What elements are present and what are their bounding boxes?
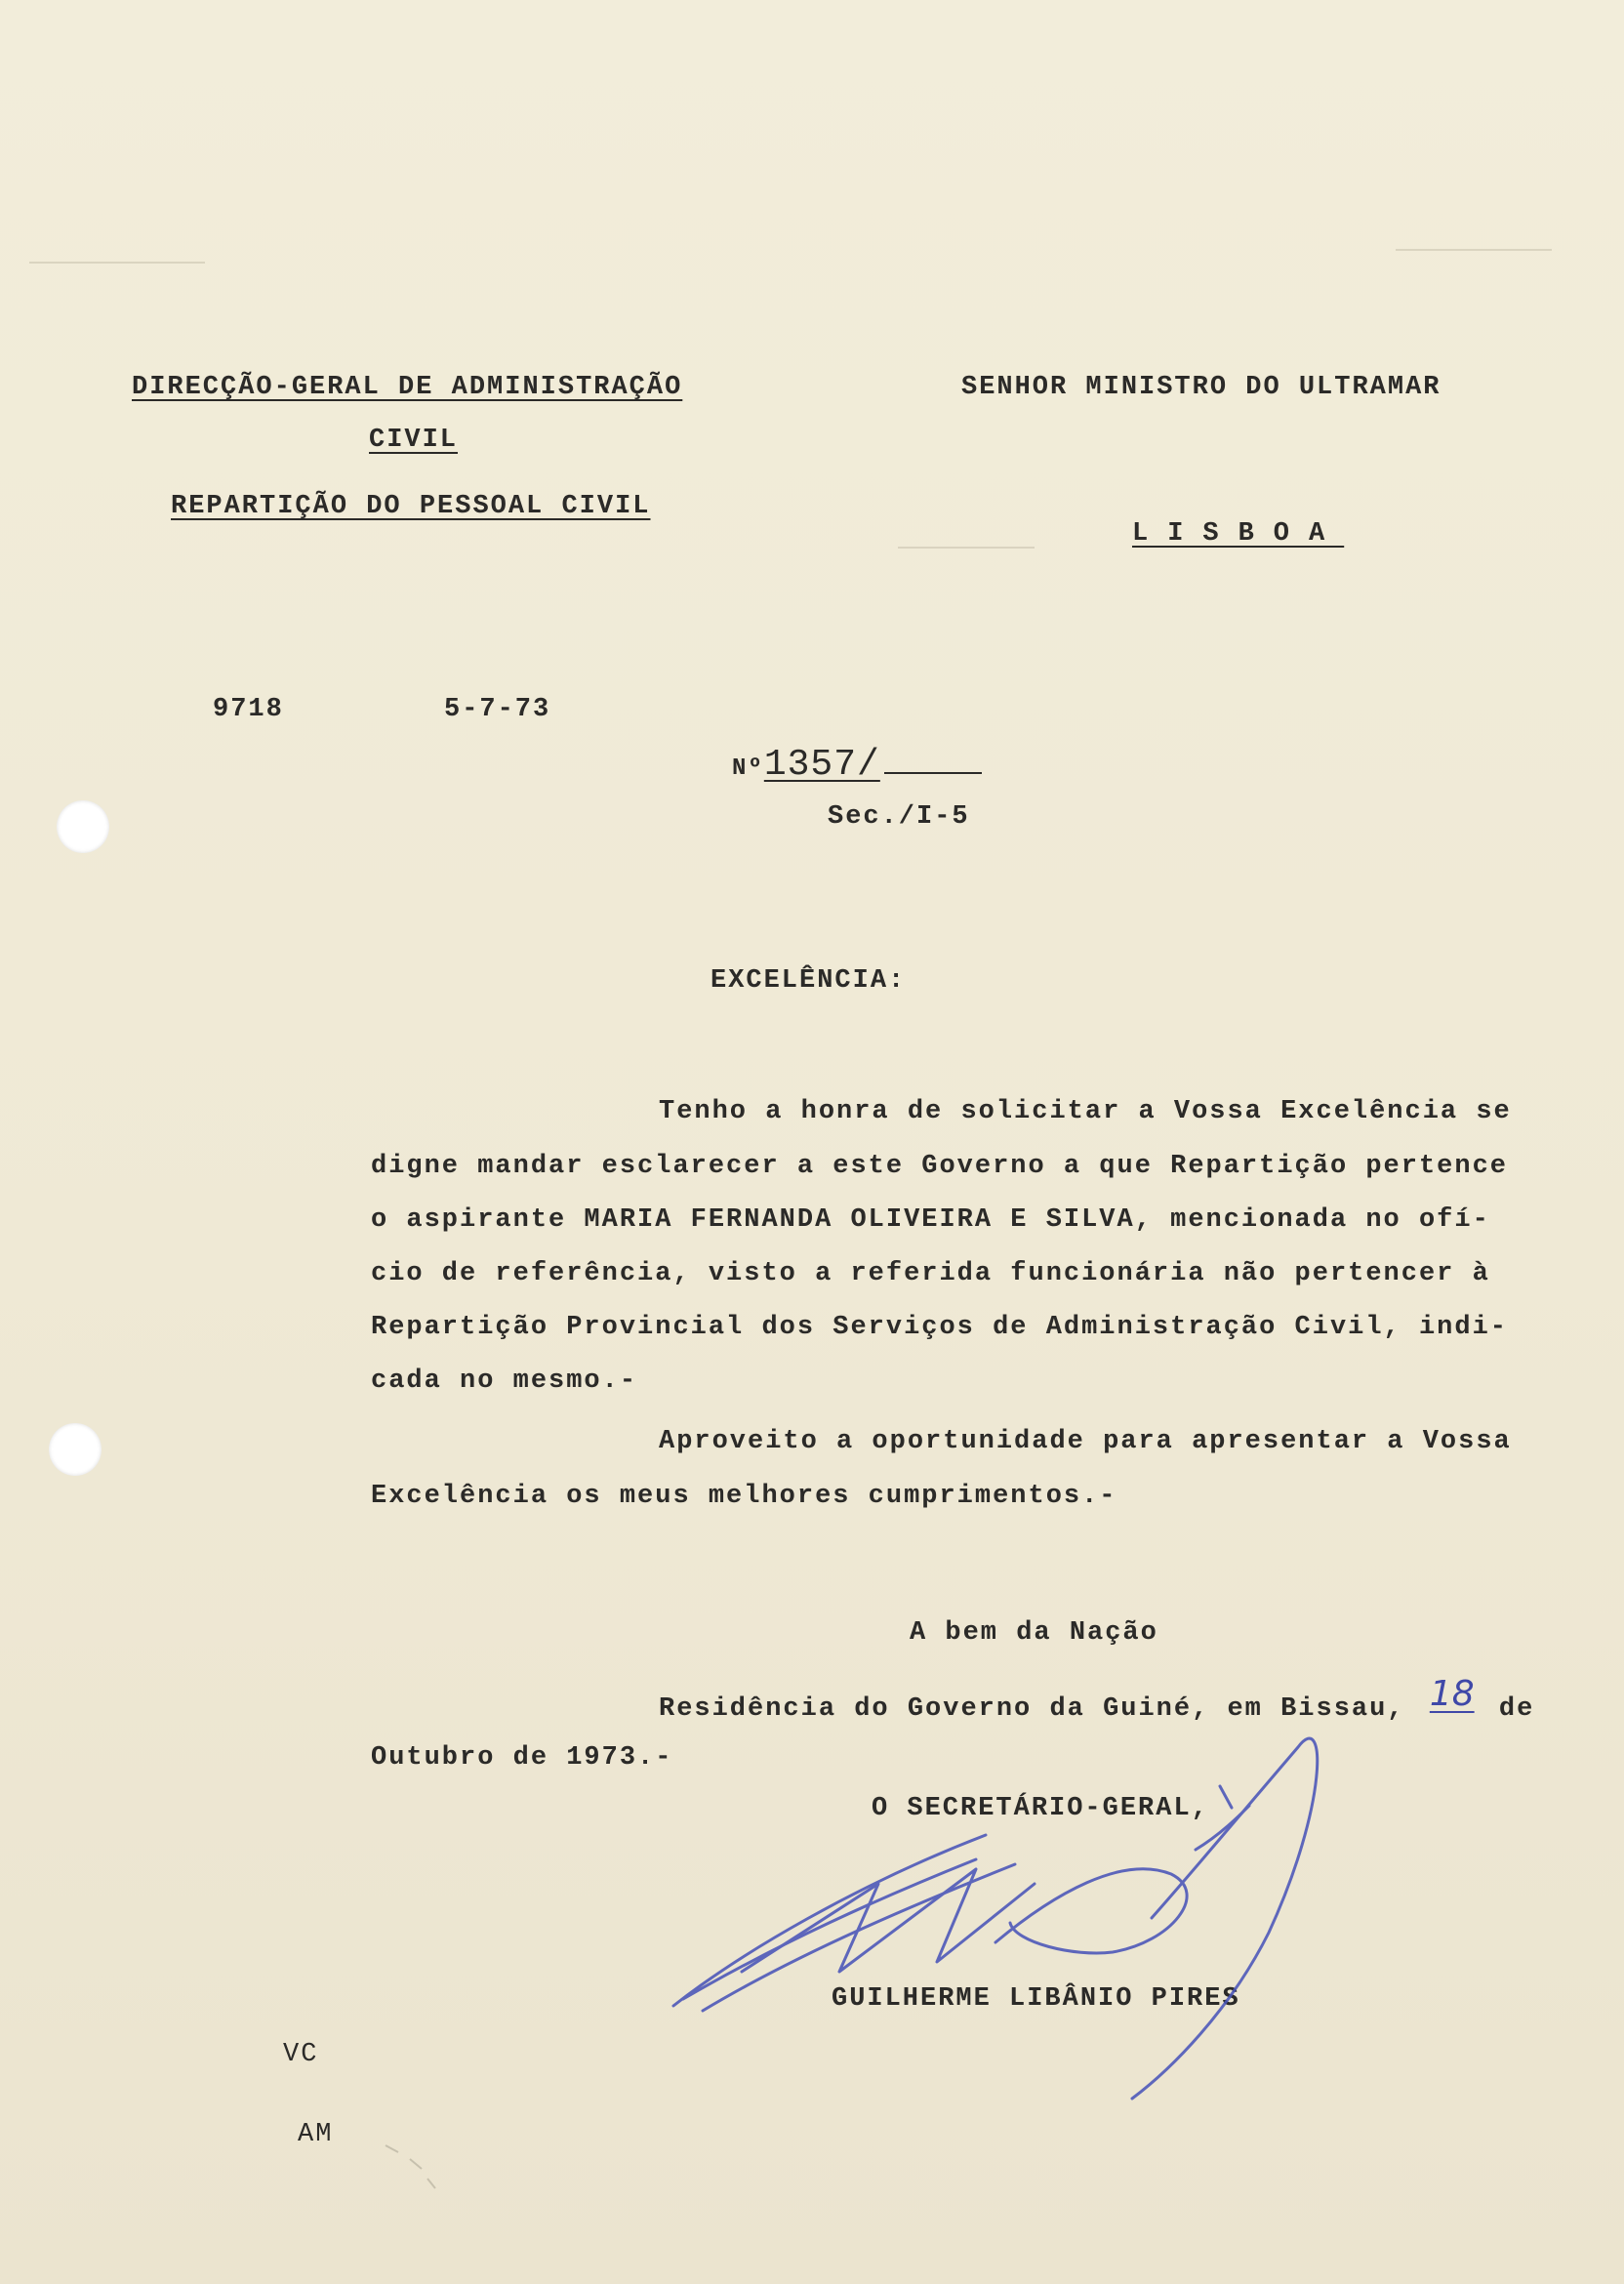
section-code: Sec./I-5 xyxy=(828,802,970,832)
initials-1: VC xyxy=(283,2040,319,2069)
paragraph-1-line: digne mandar esclarecer a este Governo a que Repartição pertence xyxy=(371,1152,1508,1181)
office-number-value: 1357/ xyxy=(763,744,880,786)
paragraph-2-line: Aproveito a oportunidade para apresentar a Vossa xyxy=(659,1427,1512,1456)
reference-date: 5-7-73 xyxy=(444,695,551,724)
place-text-end: de xyxy=(1498,1694,1535,1724)
paragraph-1-line: cio de referência, visto a referida funcionária não pertencer à xyxy=(371,1259,1490,1288)
paragraph-1-line: o aspirante MARIA FERNANDA OLIVEIRA E SILVA, mencionada no ofí- xyxy=(371,1205,1490,1235)
paragraph-1-line: Repartição Provincial dos Serviços de Administração Civil, indi- xyxy=(371,1313,1508,1342)
paragraph-1-line: cada no mesmo.- xyxy=(371,1366,638,1396)
reference-number: 9718 xyxy=(213,695,284,724)
paragraph-1-line: Tenho a honra de solicitar a Vossa Excelência se xyxy=(659,1097,1512,1126)
addressee: SENHOR MINISTRO DO ULTRAMAR xyxy=(961,373,1441,402)
closing-formula: A bem da Nação xyxy=(910,1618,1158,1648)
department-line-3: REPARTIÇÃO DO PESSOAL CIVIL xyxy=(171,492,651,521)
department-line-1: DIRECÇÃO-GERAL DE ADMINISTRAÇÃO xyxy=(132,373,683,402)
initials-2: AM xyxy=(298,2120,334,2149)
office-number-prefix: Nº xyxy=(732,755,764,782)
handwritten-day: 18 xyxy=(1429,1674,1475,1714)
place-text: Residência do Governo da Guiné, em Bissau, xyxy=(659,1694,1405,1724)
signer-name: GUILHERME LIBÂNIO PIRES xyxy=(832,1984,1240,2014)
addressee-city: LISBOA xyxy=(1132,519,1345,549)
signer-title: O SECRETÁRIO-GERAL, xyxy=(872,1794,1209,1823)
department-line-2: CIVIL xyxy=(369,426,459,455)
date-line: Outubro de 1973.- xyxy=(371,1743,673,1773)
salutation: EXCELÊNCIA: xyxy=(710,966,907,996)
paragraph-2-line: Excelência os meus melhores cumprimentos.- xyxy=(371,1482,1117,1511)
